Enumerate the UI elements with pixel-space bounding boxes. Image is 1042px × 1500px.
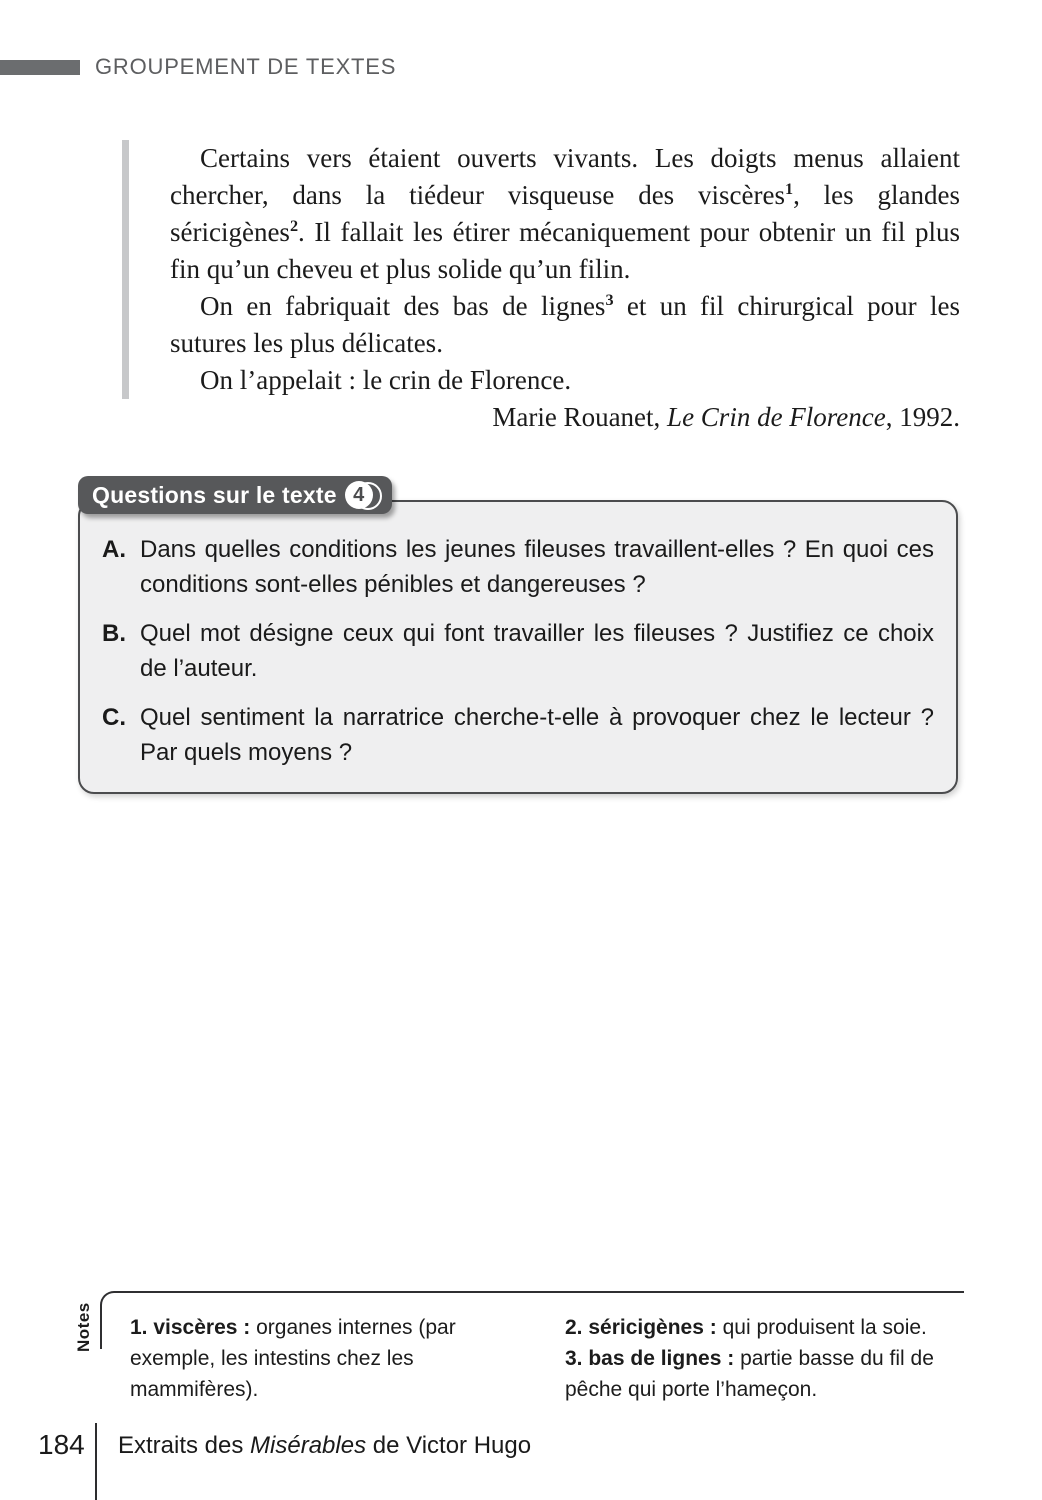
attribution-work-title: Le Crin de Florence <box>667 402 886 432</box>
attribution-line <box>122 402 960 433</box>
attribution-year: , 1992. <box>885 402 960 432</box>
note-term: 3. bas de lignes : <box>565 1347 735 1370</box>
question-label: A. <box>102 536 126 563</box>
badge-number: 4 <box>345 481 373 509</box>
notes-column-right <box>565 1312 975 1405</box>
quote-text: Certains vers étaient ouverts vivants. Les doigts menus allaient chercher, dans la tiédeur visqueuse des viscères <box>170 143 960 210</box>
quote-paragraph <box>170 140 960 288</box>
footnote-ref-3: 3 <box>605 291 614 309</box>
footnote-ref-2: 2 <box>289 217 299 235</box>
question-text: Dans quelles conditions les jeunes fileuses travaillent-elles ? En quoi ces conditions sont-elles pénibles et dangereuses ? <box>140 536 934 598</box>
questions-tab <box>78 476 392 514</box>
note-item-1 <box>130 1312 460 1405</box>
note-term: 1. viscères : <box>130 1316 251 1339</box>
footer-divider <box>95 1423 97 1500</box>
notes-column-left <box>130 1312 460 1405</box>
question-item-b <box>102 616 934 686</box>
note-item-2 <box>565 1312 975 1343</box>
question-text: Quel mot désigne ceux qui font travailler les fileuses ? Justifiez ce choix de l’auteur. <box>140 620 934 682</box>
note-definition: partie basse du fil de pêche qui porte l’hameçon. <box>565 1347 934 1401</box>
question-number-badge-icon <box>345 481 383 509</box>
question-label: B. <box>102 620 126 647</box>
question-item-c <box>102 700 934 770</box>
question-label: C. <box>102 704 126 731</box>
note-definition: organes internes (par exemple, les intestins chez les mammifères). <box>130 1316 456 1401</box>
question-item-a <box>102 532 934 602</box>
section-title: GROUPEMENT DE TEXTES <box>95 54 397 79</box>
note-term: 2. séricigènes : <box>565 1316 717 1339</box>
footer-running-title <box>118 1432 531 1460</box>
question-text: Quel sentiment la narratrice cherche-t-elle à provoquer chez le lecteur ? Par quels moyens ? <box>140 704 934 766</box>
quote-paragraph: On l’appelait : le crin de Florence. <box>200 365 572 395</box>
quote-text: et un fil chirurgical pour les sutures les plus délicates. <box>170 291 960 358</box>
questions-tab-label: Questions sur le texte <box>92 481 337 508</box>
header-rule-bar <box>0 60 80 75</box>
quote-text: On en fabriquait des bas de lignes <box>200 291 606 321</box>
quote-paragraph <box>170 288 960 362</box>
quote-text: . Il fallait les étirer mécaniquement pour obtenir un fil plus fin qu’un cheveu et plus solide qu’un filin. <box>170 217 960 284</box>
footer-text: de Victor Hugo <box>366 1432 532 1459</box>
note-definition: qui produisent la soie. <box>722 1316 927 1339</box>
attribution-author: Marie Rouanet, <box>492 402 668 432</box>
footer-text: Extraits des <box>118 1432 251 1459</box>
section-header <box>0 54 396 80</box>
page-number: 184 <box>38 1429 85 1460</box>
notes-label: Notes <box>74 1302 93 1352</box>
questions-box <box>78 500 958 794</box>
excerpt-quote <box>122 140 960 399</box>
quote-text: , les glandes séricigènes <box>170 180 960 247</box>
footer-work-title: Misérables <box>250 1432 367 1459</box>
footnote-ref-1: 1 <box>785 180 794 198</box>
note-item-3 <box>565 1343 975 1405</box>
